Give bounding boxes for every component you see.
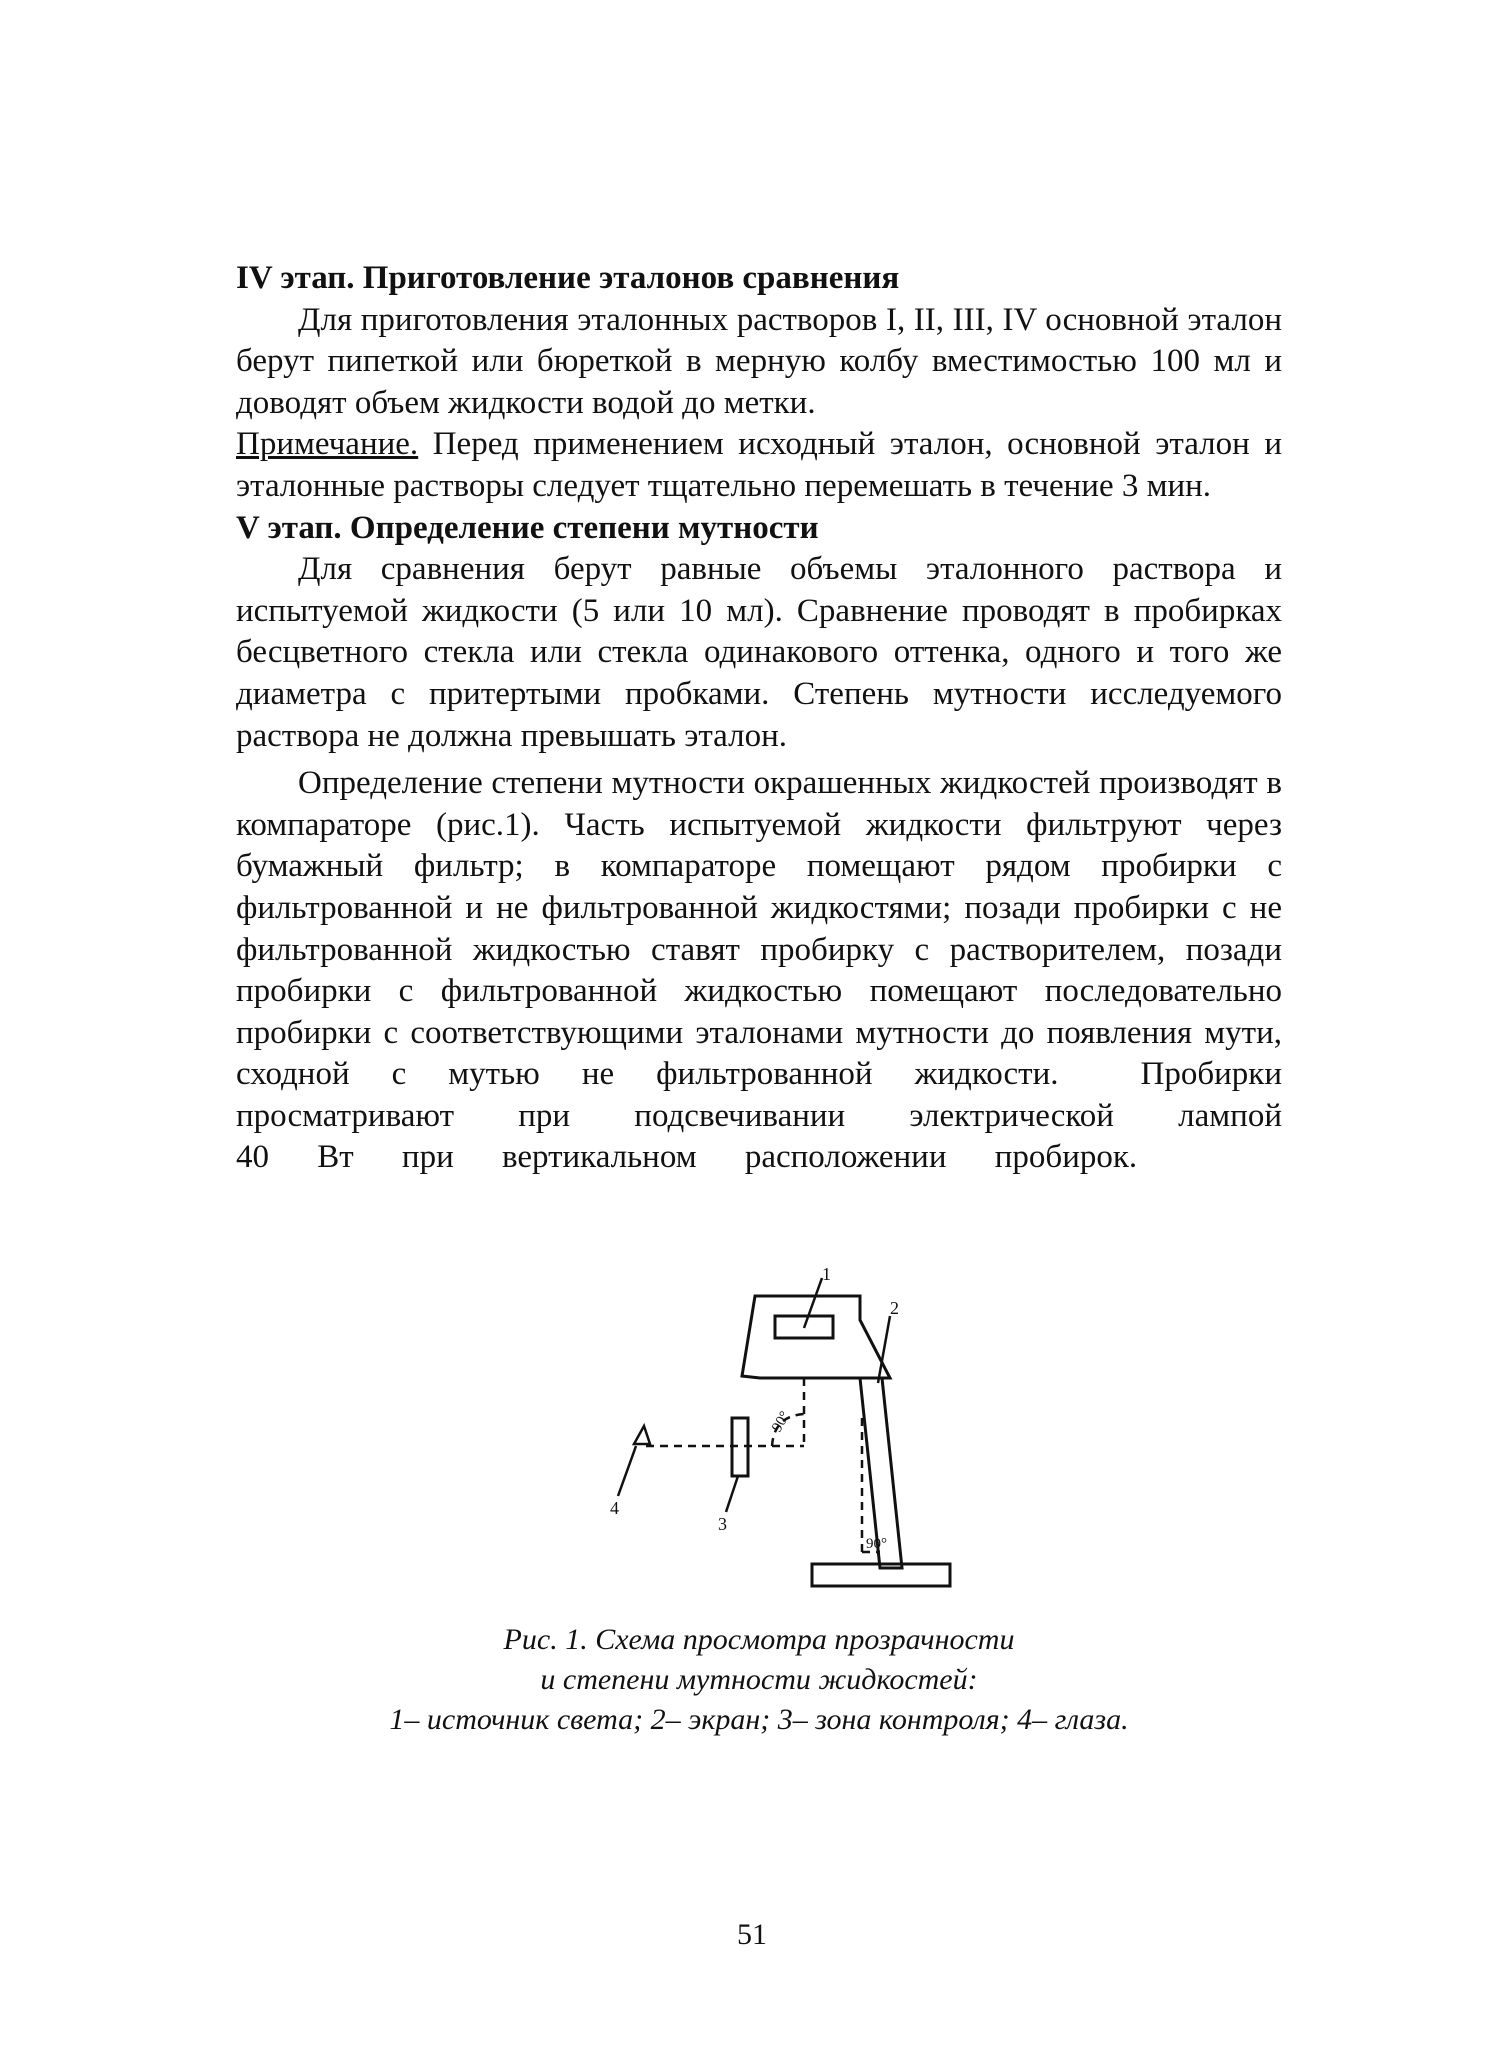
angle-label-bottom: 90° (866, 1536, 887, 1552)
label-3: 3 (718, 1514, 727, 1534)
note-label: Примечание. (236, 426, 419, 463)
comparator-diagram (560, 1268, 1000, 1588)
section-5-heading: V этап. Определение степени мутности (236, 509, 819, 546)
comparator-svg (560, 1268, 1000, 1588)
section-4-heading: IV этап. Приготовление эталонов сравнения (236, 260, 900, 296)
figure-caption (236, 1620, 1282, 1740)
section-4-paragraph: Для приготовления эталонных растворов I, II, III, IV основной эталон берут пипеткой или бюреткой в мерную колбу вместимостью 100 мл и доводят объем жидкости водой до метки. (236, 301, 1282, 421)
caption-line-1: Рис. 1. Схема просмотра прозрачности (503, 1623, 1015, 1656)
note-text: Перед применением исходный эталон, основной эталон и эталонные растворы следует тщательно перемешать в течение 3 мин. (236, 426, 1282, 504)
eye-mark (634, 1426, 650, 1444)
leader-1 (804, 1278, 822, 1328)
label-4: 4 (610, 1498, 619, 1518)
page-number: 51 (737, 1918, 767, 1951)
label-1: 1 (822, 1268, 831, 1284)
section-5-paragraph-2 (236, 763, 1282, 1179)
page-body (236, 258, 1282, 1179)
leader-3 (726, 1476, 738, 1512)
angle-label-top: 90° (769, 1408, 794, 1435)
caption-legend: 1– источник света; 2– экран; 3– зона контроля; 4– глаза. (389, 1703, 1129, 1736)
section-5-paragraph-2-end: Пробирки просматривают при подсвечивании электрической лампой 40 Вт при вертикальном расположении пробирок. (236, 1056, 1282, 1176)
note-paragraph (236, 424, 1282, 507)
section-5-paragraph-2-main: Определение степени мутности окрашенных жидкостей производят в компараторе (рис.1). Часть испытуемой жидкости фильтруют через бумажный фильтр; в компараторе помещают рядом пробирки с фильтрованной и не фильтрованной жидкостями; позади пробирки с не фильтрованной жидкостью ставят пробирку с растворителем, позади пробирки с фильтрованной жидкостью помещают последовательно пробирки с соответствующими эталонами мутности до появления мути, сходной с мутью не фильтрованной жидкости. (236, 765, 1282, 1093)
caption-line-2: и степени мутности жидкостей: (540, 1663, 978, 1696)
leader-4 (618, 1446, 636, 1496)
label-2: 2 (890, 1298, 899, 1318)
section-5-paragraph-1: Для сравнения берут равные объемы эталонного раствора и испытуемой жидкости (5 или 10 мл). Сравнение проводят в пробирках бесцветного стекла или стекла одинакового оттенка, одного и того же диаметра с притертыми пробками. Степень мутности исследуемого раствора не должна превышать эталон. (236, 551, 1282, 754)
